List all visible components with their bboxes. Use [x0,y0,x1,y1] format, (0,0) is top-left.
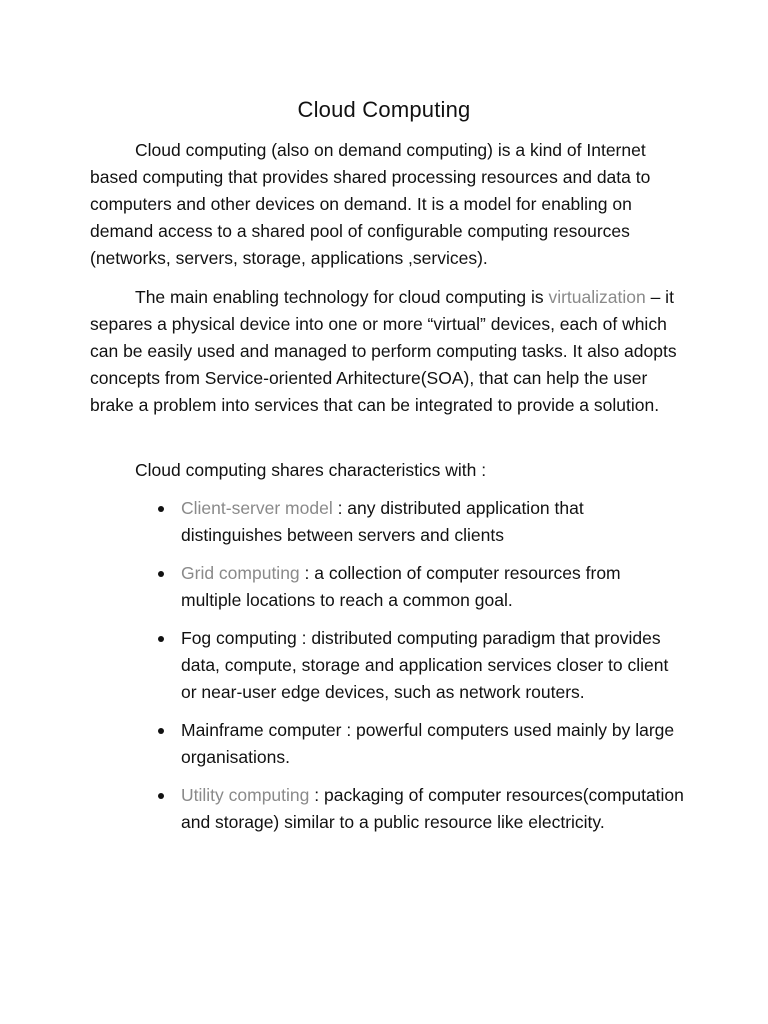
paragraph-intro-text: Cloud computing (also on demand computing) is a kind of Internet based computing that provides shared processing resources and data to computers and other devices on demand. It is a model for enabling on demand access to a shared pool of configurable computing resources (networks, servers, storage, applications ,services). [90,140,651,268]
list-item-text: : packaging of computer resources(computation and storage) similar to a public resource like electricity. [181,785,684,832]
bullet-icon [158,728,164,734]
bullet-icon [158,636,164,642]
bullet-icon [158,793,164,799]
characteristics-list [155,495,685,847]
paragraph-virtualization [90,284,690,419]
client-server-link[interactable]: Client-server model [181,498,333,518]
list-item [155,782,685,836]
list-item [155,560,685,614]
list-item [155,625,685,706]
virtualization-link[interactable]: virtualization [548,287,646,307]
list-item-text: Mainframe computer : powerful computers used mainly by large organisations. [181,720,675,767]
grid-computing-link[interactable]: Grid computing [181,563,300,583]
paragraph-characteristics [90,457,690,484]
list-item-text: Fog computing : distributed computing paradigm that provides data, compute, storage and application services closer to client or near-user edge devices, such as network routers. [181,628,669,702]
paragraph-intro [90,137,690,272]
paragraph-virtualization-lead: The main enabling technology for cloud computing is [135,287,549,307]
list-item-text: : a collection of computer resources from multiple locations to reach a common goal. [181,563,621,610]
utility-computing-link[interactable]: Utility computing [181,785,310,805]
list-item-text: : any distributed application that distinguishes between servers and clients [181,498,584,545]
list-item [155,495,685,549]
bullet-icon [158,506,164,512]
list-item [155,717,685,771]
bullet-icon [158,571,164,577]
page-title: Cloud Computing [297,97,471,122]
paragraph-characteristics-text: Cloud computing shares characteristics with : [135,460,487,480]
paragraph-virtualization-rest: – it separes a physical device into one or more “virtual” devices, each of which can be easily used and managed to perform computing tasks. It also adopts concepts from Service-oriented Arhitecture(SOA), that can help the user brake a problem into services that can be integrated to provide a solution. [90,287,677,415]
